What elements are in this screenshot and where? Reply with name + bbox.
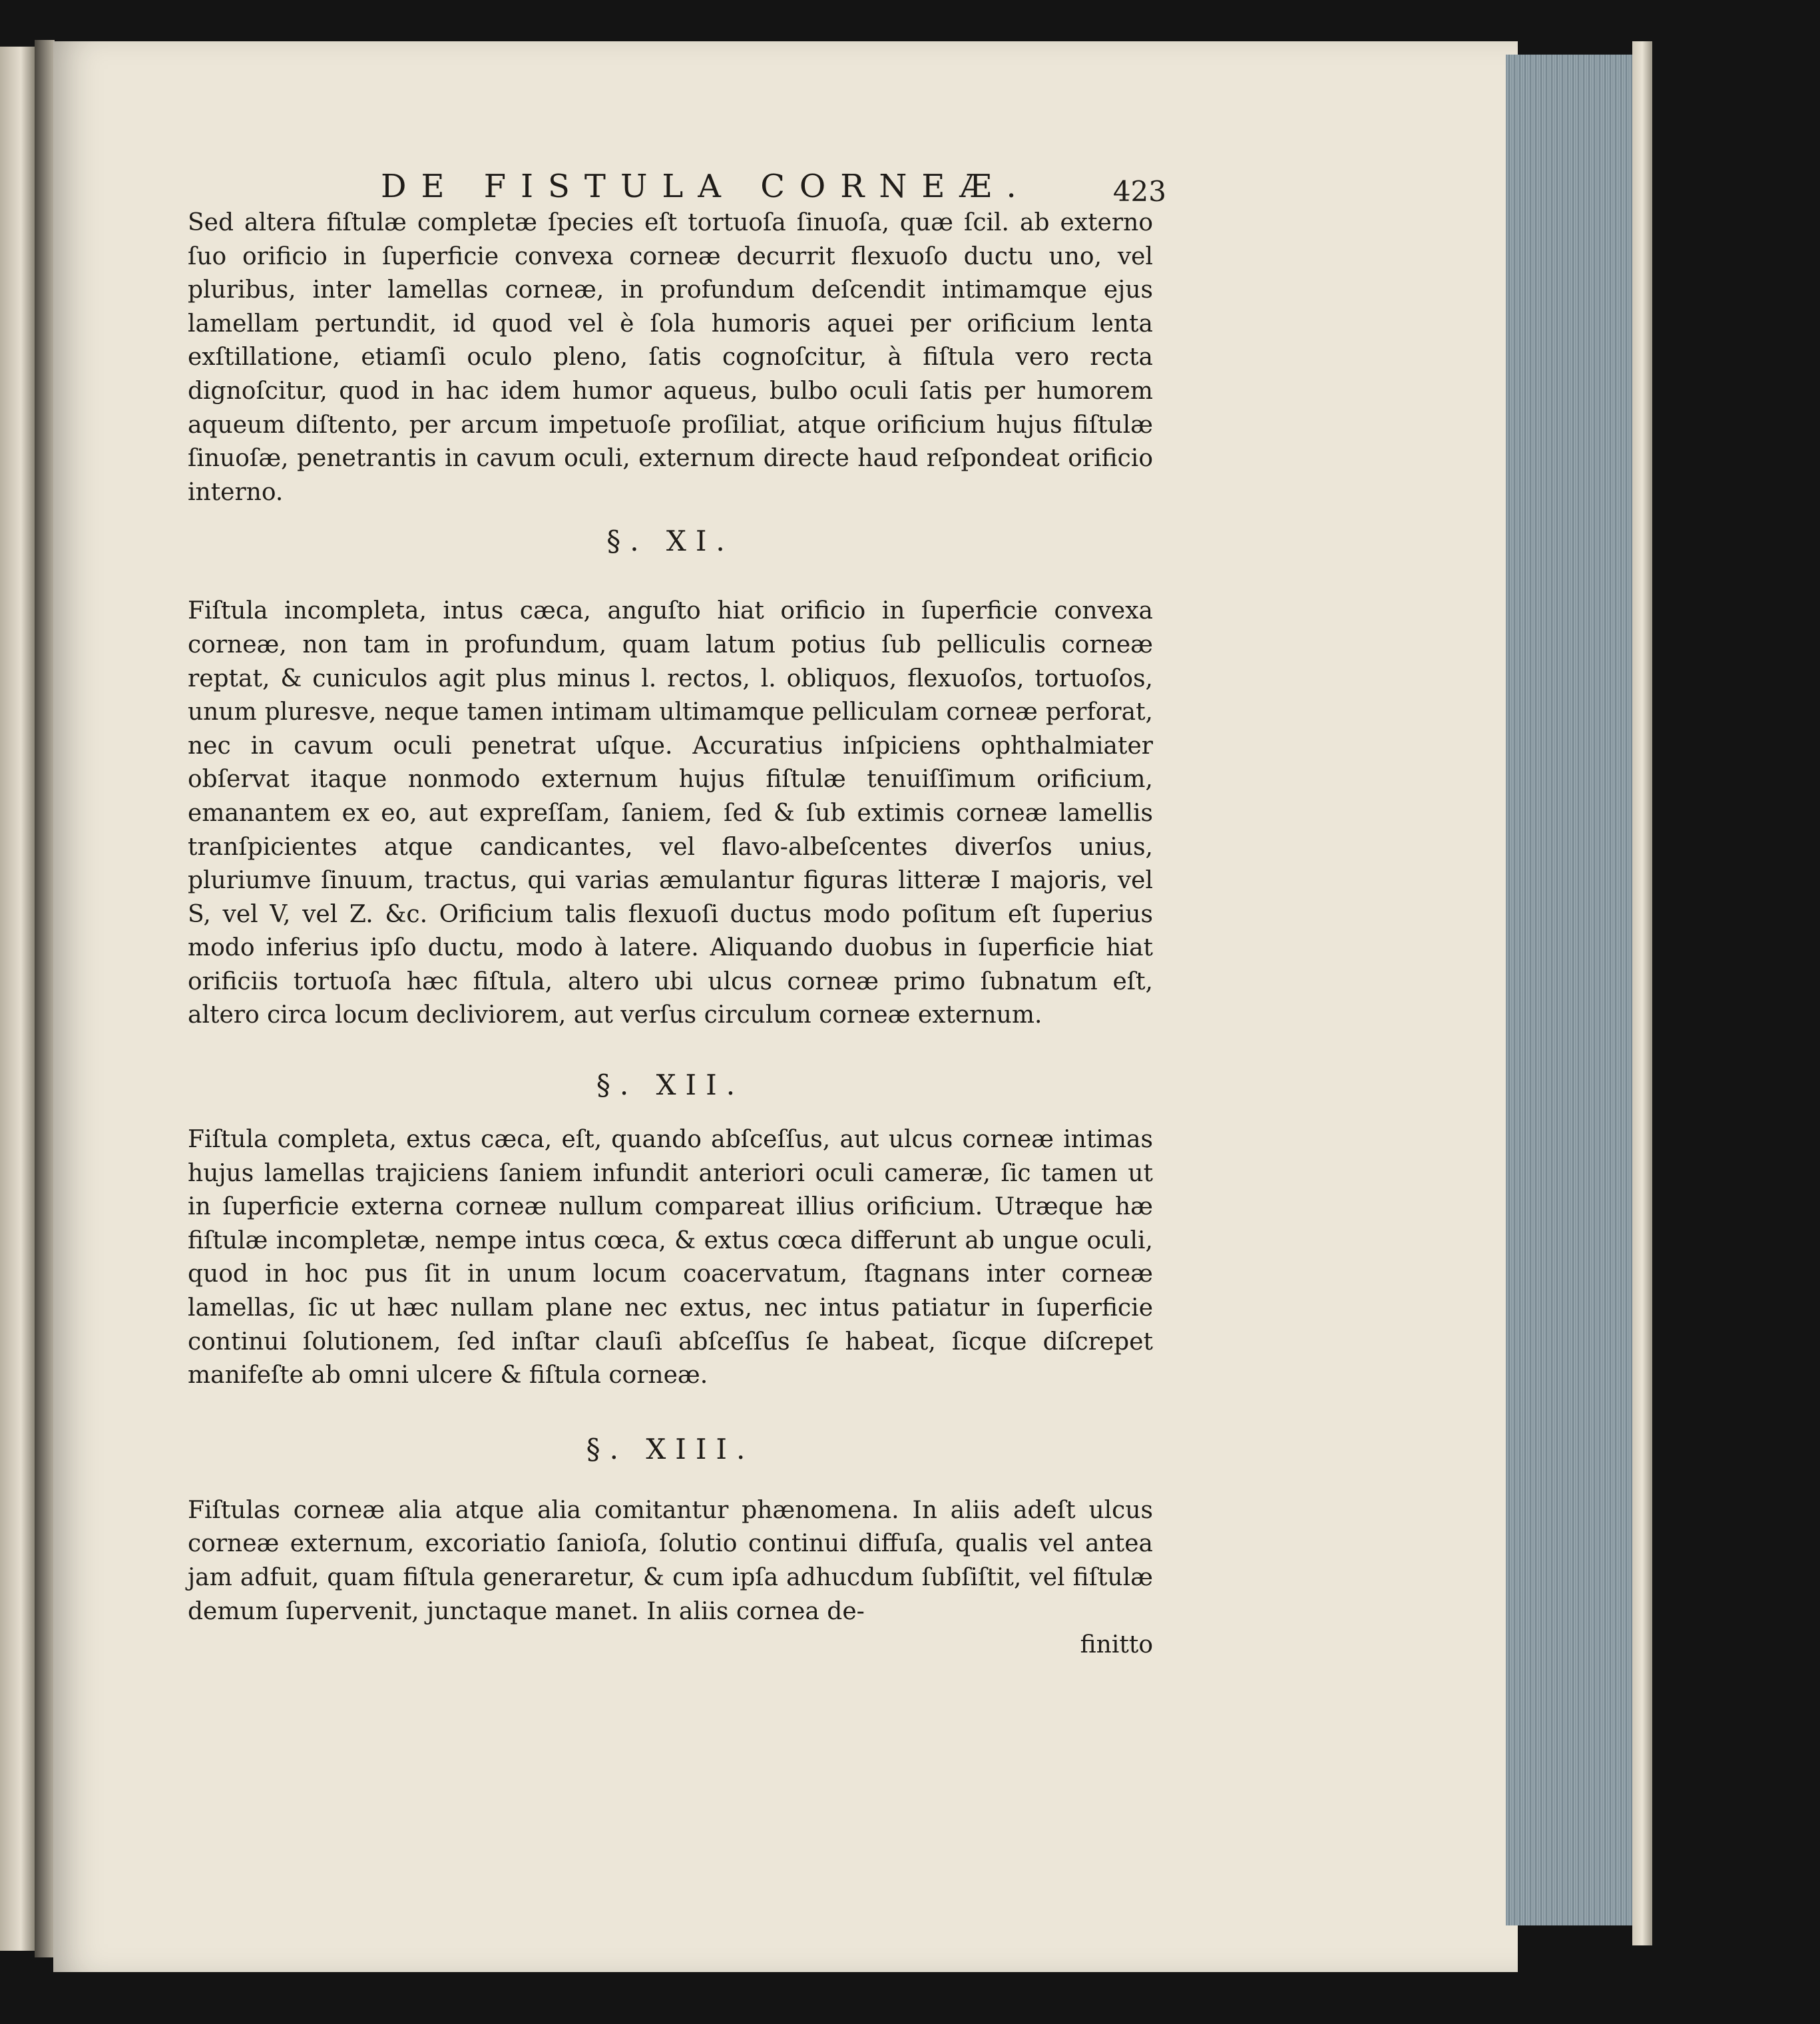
page-edges xyxy=(1506,55,1636,1925)
page-number: 423 xyxy=(1112,175,1166,208)
book-gutter xyxy=(35,40,55,1957)
book-cover-edge xyxy=(1632,41,1652,1945)
catchword: finitto xyxy=(1080,1631,1153,1659)
paragraph-2: Fiſtula incompleta, intus cæca, anguſto hiat orificio in ſuperficie convexa corneæ, non tam in profundum, quam latum potius ſub pelliculis corneæ reptat, & cuniculos agit plus minus l. rectos, l. obliquos, flexuoſos, tortuoſos, unum pluresve, neque tamen intimam ultimamque pelliculam corneæ perforat, nec in cavum oculi penetrat uſque. Accuratius inſpiciens ophthalmiater obſervat itaque nonmodo externum hujus fiſtulæ tenuiſſimum orificium, emanantem ex eo, aut expreſſam, ſaniem, ſed & ſub extimis corneæ lamellis tranſpicientes atque candicantes, vel flavo-albeſcentes diverſos unius, pluriumve ſinuum, tractus, qui varias æmulantur figuras litteræ I majoris, vel S, vel V, vel Z. &c. Orificium talis flexuoſi ductus modo poſitum eſt ſuperius modo inferius ipſo ductu, modo à latere. Aliquando duobus in ſuperficie hiat orificiis tortuoſa hæc fiſtula, altero ubi ulcus corneæ primo ſubnatum eſt, altero circa locum decliviorem, aut verſus circulum corneæ externum. xyxy=(188,597,1153,1029)
paragraph-1: Sed altera fiſtulæ completæ ſpecies eſt tortuoſa ſinuoſa, quæ ſcil. ab externo ſuo orificio in ſuperficie convexa corneæ decurrit flexuoſo ductu uno, vel pluribus, inter lamellas corneæ, in profundum deſcendit intimamque ejus lamellam pertundit, id quod vel è ſola humoris aquei per orificium lenta exſtillatione, etiamſi oculo pleno, ſatis cognoſcitur, à fiſtula vero recta dignoſcitur, quod in hac idem humor aqueus, bulbo oculi ſatis per humorem aqueum diſtento, per arcum impetuoſe proſiliat, atque orificium hujus fiſtulæ ſinuoſæ, penetrantis in cavum oculi, externum directe haud reſpondeat orificio interno. xyxy=(188,209,1153,506)
section-heading-xi: §. XI. xyxy=(606,525,734,558)
page-header xyxy=(188,166,1166,208)
running-title: DE FISTULA CORNEÆ. xyxy=(381,168,1031,205)
text-block xyxy=(188,166,1166,1662)
paragraph-4: Fiſtulas corneæ alia atque alia comitantur phænomena. In aliis adeſt ulcus corneæ externum, excoriatio ſanioſa, ſolutio continui diffuſa, qualis vel antea jam adfuit, quam fiſtula generaretur, & cum ipſa adhucdum ſubſiſtit, vel fiſtulæ demum ſupervenit, junctaque manet. In aliis cornea de- xyxy=(188,1496,1153,1625)
section-heading-xii: §. XII. xyxy=(596,1069,745,1102)
paragraph-3: Fiſtula completa, extus cæca, eſt, quando abſceſſus, aut ulcus corneæ intimas hujus lamellas trajiciens ſaniem infundit anteriori oculi cameræ, ſic tamen ut in ſuperficie externa corneæ nullum compareat illius orificium. Utræque hæ fiſtulæ incompletæ, nempe intus cœca, & extus cœca differunt ab ungue oculi, quod in hoc pus ſit in unum locum coacervatum, ſtagnans inter corneæ lamellas, ſic ut hæc nullam plane nec extus, nec intus patiatur in ſuperficie continui ſolutionem, ſed inſtar clauſi abſceſſus ſe habeat, ſicque diſcrepet manifeſte ab omni ulcere & fiſtula corneæ. xyxy=(188,1126,1153,1390)
facing-page-edge xyxy=(0,47,35,1951)
section-heading-xiii: §. XIII. xyxy=(586,1432,755,1465)
